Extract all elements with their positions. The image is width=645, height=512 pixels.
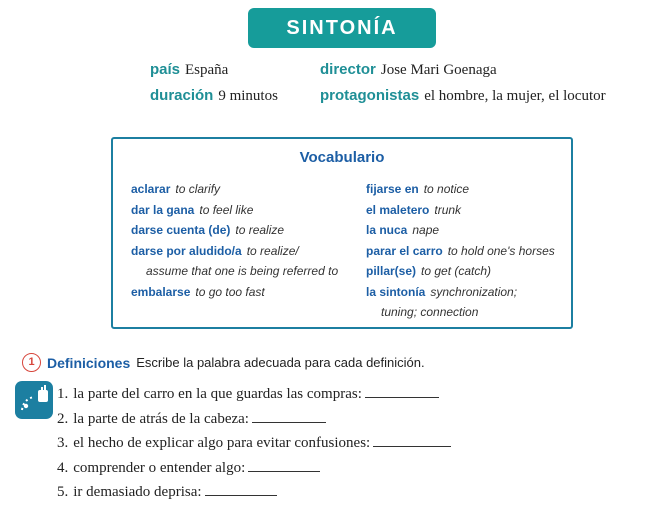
- vocab-entry-continued: [131, 261, 356, 282]
- vocab-entry: [366, 282, 571, 303]
- vocab-term: darse cuenta (de): [131, 223, 231, 237]
- vocab-definition: to realize: [235, 223, 285, 237]
- vocab-entry-continued: [366, 302, 571, 323]
- vocab-definition: trunk: [434, 202, 462, 217]
- exercise-item: [57, 407, 451, 432]
- info-director: [320, 61, 497, 79]
- vocab-definition: to notice: [423, 182, 470, 196]
- audio-activity-icon[interactable]: [14, 380, 54, 420]
- info-duracion: [150, 87, 278, 105]
- vocab-term: la nuca: [366, 223, 408, 237]
- item-number: 1.: [57, 386, 69, 402]
- item-text: ir demasiado deprisa:: [73, 484, 202, 500]
- exercise-number-badge: 1: [22, 353, 41, 372]
- vocab-definition: synchronization;: [430, 284, 518, 299]
- vocab-term: fijarse en: [366, 182, 419, 196]
- vocab-entry: [131, 179, 356, 200]
- duracion-value: 9 minutos: [218, 88, 278, 104]
- item-text: el hecho de explicar algo para evitar confusiones:: [73, 435, 371, 451]
- vocab-entry: [366, 261, 571, 282]
- vocab-definition: assume that one is being referred to: [146, 264, 339, 278]
- duracion-label: duración: [150, 87, 214, 104]
- director-value: Jose Mari Goenaga: [380, 62, 497, 78]
- answer-blank[interactable]: [365, 383, 439, 398]
- vocab-entry: [131, 200, 356, 221]
- exercise-item: [57, 456, 451, 481]
- exercise-title: Definiciones: [47, 354, 131, 371]
- item-number: 3.: [57, 435, 69, 451]
- vocab-entry: [366, 179, 571, 200]
- vocab-entry: [131, 220, 356, 241]
- exercise-item: [57, 382, 451, 407]
- vocab-definition: to realize/: [246, 243, 299, 258]
- info-protagonistas: [320, 87, 606, 105]
- info-pais: [150, 61, 228, 79]
- vocab-term: pillar(se): [366, 264, 417, 278]
- vocab-term: el maletero: [366, 202, 430, 217]
- vocab-term: parar el carro: [366, 243, 443, 258]
- item-number: 5.: [57, 484, 69, 500]
- vocabulary-title: Vocabulario: [299, 149, 385, 166]
- protagonistas-value: el hombre, la mujer, el locutor: [424, 88, 606, 104]
- vocab-term: dar la gana: [131, 202, 195, 217]
- vocab-entry: [366, 241, 571, 262]
- vocabulary-right-column: [366, 179, 571, 323]
- vocab-term: la sintonía: [366, 284, 426, 299]
- vocab-definition: tuning; connection: [381, 305, 479, 319]
- vocab-term: embalarse: [131, 284, 191, 299]
- answer-blank[interactable]: [373, 432, 451, 447]
- vocab-entry: [366, 220, 571, 241]
- exercise-item: [57, 480, 451, 505]
- vocab-definition: to go too fast: [195, 284, 265, 299]
- exercise-instruction: Escribe la palabra adecuada para cada definición.: [136, 355, 425, 370]
- vocab-definition: to hold one's horses: [447, 243, 555, 258]
- vocabulary-left-column: [131, 179, 356, 302]
- vocab-term: darse por aludido/a: [131, 243, 242, 258]
- protagonistas-label: protagonistas: [320, 87, 420, 104]
- vocab-definition: nape: [412, 223, 440, 237]
- answer-blank[interactable]: [205, 481, 277, 496]
- item-text: la parte del carro en la que guardas las compras:: [73, 386, 362, 402]
- director-label: director: [320, 61, 376, 78]
- exercise-item: [57, 431, 451, 456]
- vocab-definition: to get (catch): [421, 264, 492, 278]
- answer-blank[interactable]: [248, 457, 320, 472]
- vocab-definition: to feel like: [199, 202, 254, 217]
- item-text: comprender o entender algo:: [73, 459, 246, 476]
- vocab-entry: [131, 241, 356, 262]
- exercise-header: [22, 353, 425, 372]
- pais-label: país: [150, 61, 181, 78]
- item-number: 4.: [57, 459, 69, 476]
- vocab-entry: [366, 200, 571, 221]
- answer-blank[interactable]: [252, 408, 326, 423]
- vocab-definition: to clarify: [175, 182, 221, 196]
- exercise-items: [57, 382, 451, 505]
- film-title-banner: SINTONÍA: [248, 8, 436, 48]
- vocab-entry: [131, 282, 356, 303]
- item-text: la parte de atrás de la cabeza:: [73, 410, 249, 427]
- vocab-term: aclarar: [131, 182, 171, 196]
- pais-value: España: [185, 62, 229, 78]
- vocabulary-box: [111, 137, 573, 329]
- item-number: 2.: [57, 410, 69, 427]
